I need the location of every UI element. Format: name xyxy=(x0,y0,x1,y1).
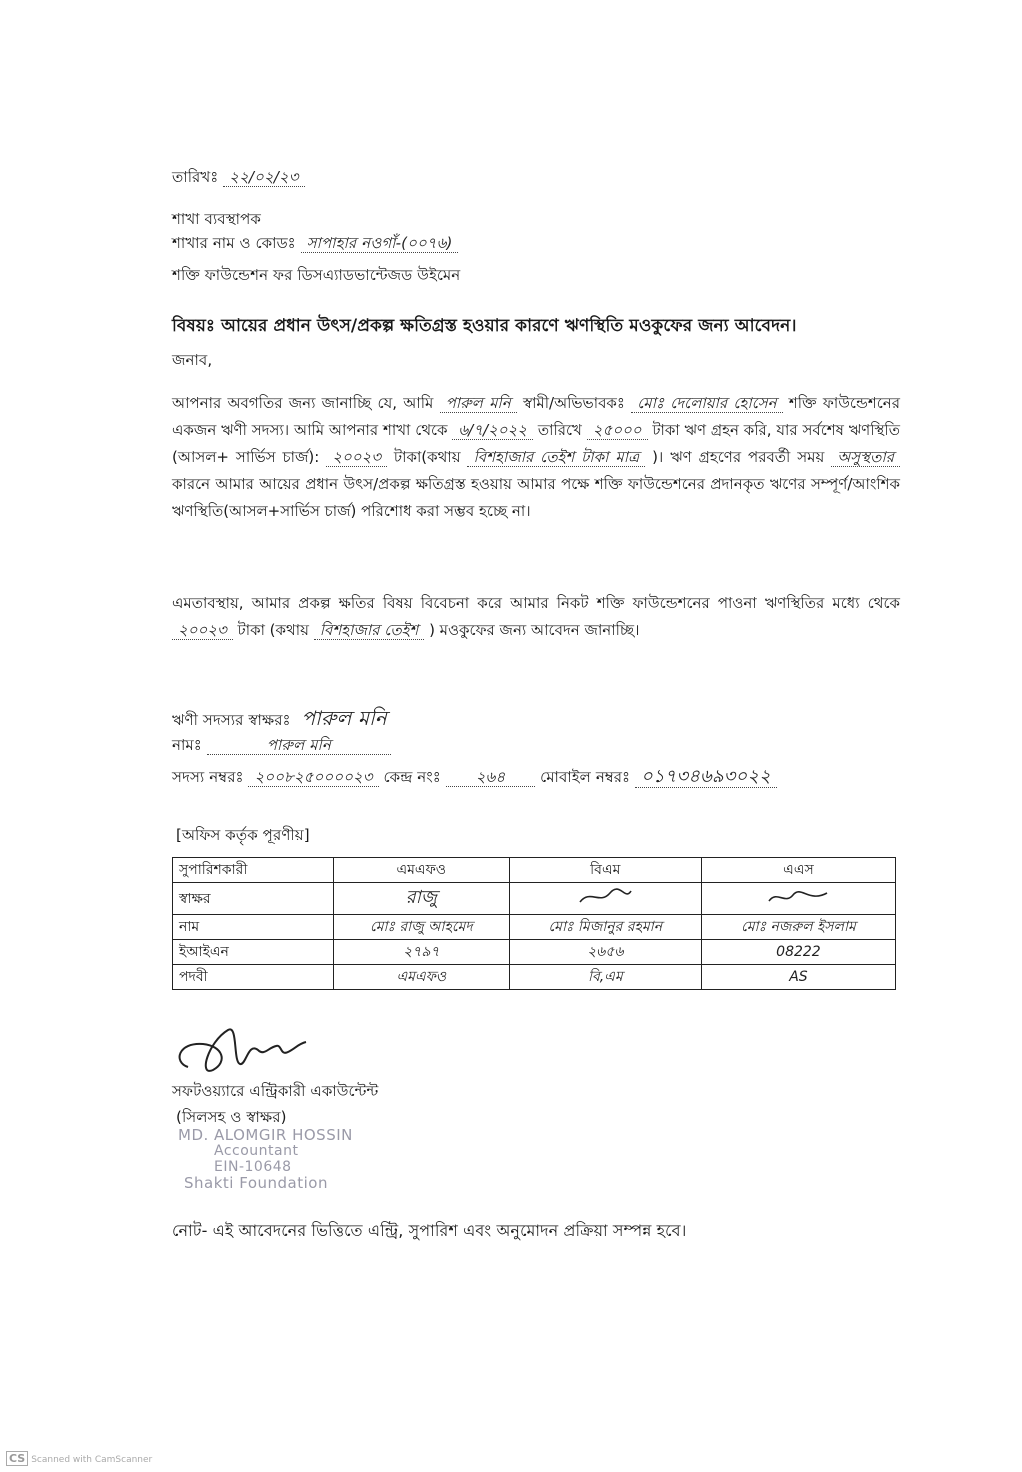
ein-cell: ২৭৯৭ xyxy=(334,940,510,965)
footer-note: নোট- এই আবেদনের ভিত্তিতে এন্ট্রি, সুপারিশ এবং অনুমোদন প্রক্রিয়া সম্পন্ন হবে। xyxy=(172,1221,687,1240)
name-cell: মোঃ রাজু আহমেদ xyxy=(334,915,510,940)
ein-cell: 08222 xyxy=(701,940,895,965)
handwritten-signature xyxy=(575,887,635,907)
p1-text-d: তারিখে xyxy=(537,421,582,439)
accountant-signature xyxy=(168,1022,318,1082)
organization-line: শক্তি ফাউন্ডেশন ফর ডিসএ্যাডভান্টেজড উইমেন xyxy=(172,266,461,284)
row-label: ইআইএন xyxy=(173,940,334,965)
designation-cell: এমএফও xyxy=(334,965,510,990)
col-header: এএস xyxy=(701,858,895,883)
reason-hw: অসুস্থতার xyxy=(831,448,900,467)
balance-hw: ২০০২৩ xyxy=(326,448,387,467)
branch-name-label: শাখার নাম ও কোডঃ xyxy=(172,234,296,252)
guardian-hw: মোঃ দেলোয়ার হোসেন xyxy=(631,394,782,413)
row-label: নাম xyxy=(173,915,334,940)
row-label: সুপারিশকারী xyxy=(173,858,334,883)
member-name-value: পারুল মনি xyxy=(207,736,391,755)
ein-cell: ২৬৫৬ xyxy=(509,940,701,965)
handwritten-signature xyxy=(763,887,833,907)
signature-cell xyxy=(509,883,701,915)
accountant-seal xyxy=(178,1127,353,1191)
p1-text-e: টাকা ঋণ গ্রহন করি, যার সর্বশেষ ঋণস্থিতি (আসল+ সার্ভিস চার্জ): xyxy=(172,421,900,466)
scanner-watermark xyxy=(6,1452,152,1465)
center-value: ২৬৪ xyxy=(446,768,536,787)
waive-amount-hw: ২০০২৩ xyxy=(172,621,233,640)
scanner-badge: CS xyxy=(6,1451,28,1466)
seal-title: Accountant xyxy=(214,1143,299,1159)
member-signature-label: ঋণী সদস্যর স্বাক্ষরঃ xyxy=(172,711,291,729)
waive-words-hw: বিশহাজার তেইশ xyxy=(314,621,425,640)
p1-text-g: )। ঋণ গ্রহণের পরবর্তী সময় xyxy=(652,448,825,466)
mobile-label: মোবাইল নম্বরঃ xyxy=(540,768,631,786)
scanner-text: Scanned with CamScanner xyxy=(31,1455,153,1465)
subject-line: বিষয়ঃ আয়ের প্রধান উৎস/প্রকল্প ক্ষতিগ্রস্ত হওয়ার কারণে ঋণস্থিতি মওকুফের জন্য আবেদন। xyxy=(172,316,797,336)
date-label: তারিখঃ xyxy=(172,168,219,186)
p1-text-c: শক্তি ফাউন্ডেশনের একজন ঋণী সদস্য। আমি আপনার শাখা থেকে xyxy=(172,394,900,439)
table-row xyxy=(173,965,896,990)
date-value: ২২/০২/২৩ xyxy=(223,168,304,187)
member-signature-line xyxy=(172,704,393,737)
member-name-label: নামঃ xyxy=(172,736,202,754)
signature-cell: রাজু xyxy=(334,883,510,915)
designation-cell: AS xyxy=(701,965,895,990)
loan-amount-hw: ২৫০০০ xyxy=(587,421,648,440)
signature-cell xyxy=(701,883,895,915)
member-number-line xyxy=(172,762,777,793)
designation-cell: বি,এম xyxy=(509,965,701,990)
balance-words-hw: বিশহাজার তেইশ টাকা মাত্র xyxy=(467,448,645,467)
member-number-label: সদস্য নম্বরঃ xyxy=(172,768,244,786)
seal-ein: EIN-10648 xyxy=(214,1159,292,1175)
row-label: স্বাক্ষর xyxy=(173,883,334,915)
body-paragraph-2 xyxy=(172,590,900,644)
member-signature: পারুল মনি xyxy=(301,706,387,730)
table-row xyxy=(173,940,896,965)
branch-name-value: সাপাহার নওগাঁ-(০০৭৬) xyxy=(301,234,459,253)
name-cell: মোঃ নজরুল ইসলাম xyxy=(701,915,895,940)
branch-manager-line: শাখা ব্যবস্থাপক xyxy=(172,210,261,228)
p1-text-h: কারনে আমার আয়ের প্রধান উৎস/প্রকল্প ক্ষতিগ্রস্ত হওয়ায় আমার পক্ষে শক্তি ফাউন্ডেশনের প্রদানকৃত ঋণের সম্পূর্ণ/আংশিক ঋণস্থিতি(আসল+সার্ভিস চার্জ) পরিশোধ করা সম্ভব হচ্ছে না। xyxy=(172,475,900,520)
accountant-title: সফটওয়্যারে এন্ট্রিকারী একাউন্টেন্ট xyxy=(172,1082,379,1100)
member-name-line xyxy=(172,734,391,759)
p2-text-a: এমতাবস্থায়, আমার প্রকল্প ক্ষতির বিষয় বিবেচনা করে আমার নিকট শক্তি ফাউন্ডেশনের পাওনা ঋণস্থিতির মধ্যে থেকে xyxy=(172,594,900,612)
loan-date-hw: ৬/৭/২০২২ xyxy=(452,421,533,440)
recommendation-table xyxy=(172,857,896,990)
table-row xyxy=(173,915,896,940)
col-header: বিএম xyxy=(509,858,701,883)
p2-text-c: ) মওকুফের জন্য আবেদন জানাচ্ছি। xyxy=(429,621,640,639)
table-row xyxy=(173,858,896,883)
p2-text-b: টাকা (কথায় xyxy=(237,621,309,639)
row-label: পদবী xyxy=(173,965,334,990)
p1-text-a: আপনার অবগতির জন্য জানাচ্ছি যে, আমি xyxy=(172,394,434,412)
mobile-value: ০১৭৩৪৬৯৩০২২ xyxy=(635,766,777,788)
col-header: এমএফও xyxy=(334,858,510,883)
accountant-note: (সিলসহ ও স্বাক্ষর) xyxy=(176,1108,287,1126)
office-use-label: [অফিস কর্তৃক পূরণীয়] xyxy=(176,826,310,844)
seal-org: Shakti Foundation xyxy=(184,1174,328,1192)
date-line xyxy=(172,166,305,191)
seal-name: MD. ALOMGIR HOSSIN xyxy=(178,1126,353,1144)
member-name-hw: পারুল মনি xyxy=(440,394,517,413)
name-cell: মোঃ মিজানুর রহমান xyxy=(509,915,701,940)
branch-name-line xyxy=(172,232,458,257)
center-label: কেন্দ্র নংঃ xyxy=(383,768,441,786)
p1-text-f: টাকা(কথায় xyxy=(393,448,461,466)
table-row xyxy=(173,883,896,915)
p1-text-b: স্বামী/অভিভাবকঃ xyxy=(522,394,625,412)
member-number-value: ২০০৮২৫০০০০২৩ xyxy=(248,768,378,787)
body-paragraph-1 xyxy=(172,390,900,525)
salutation: জনাব, xyxy=(172,351,213,369)
